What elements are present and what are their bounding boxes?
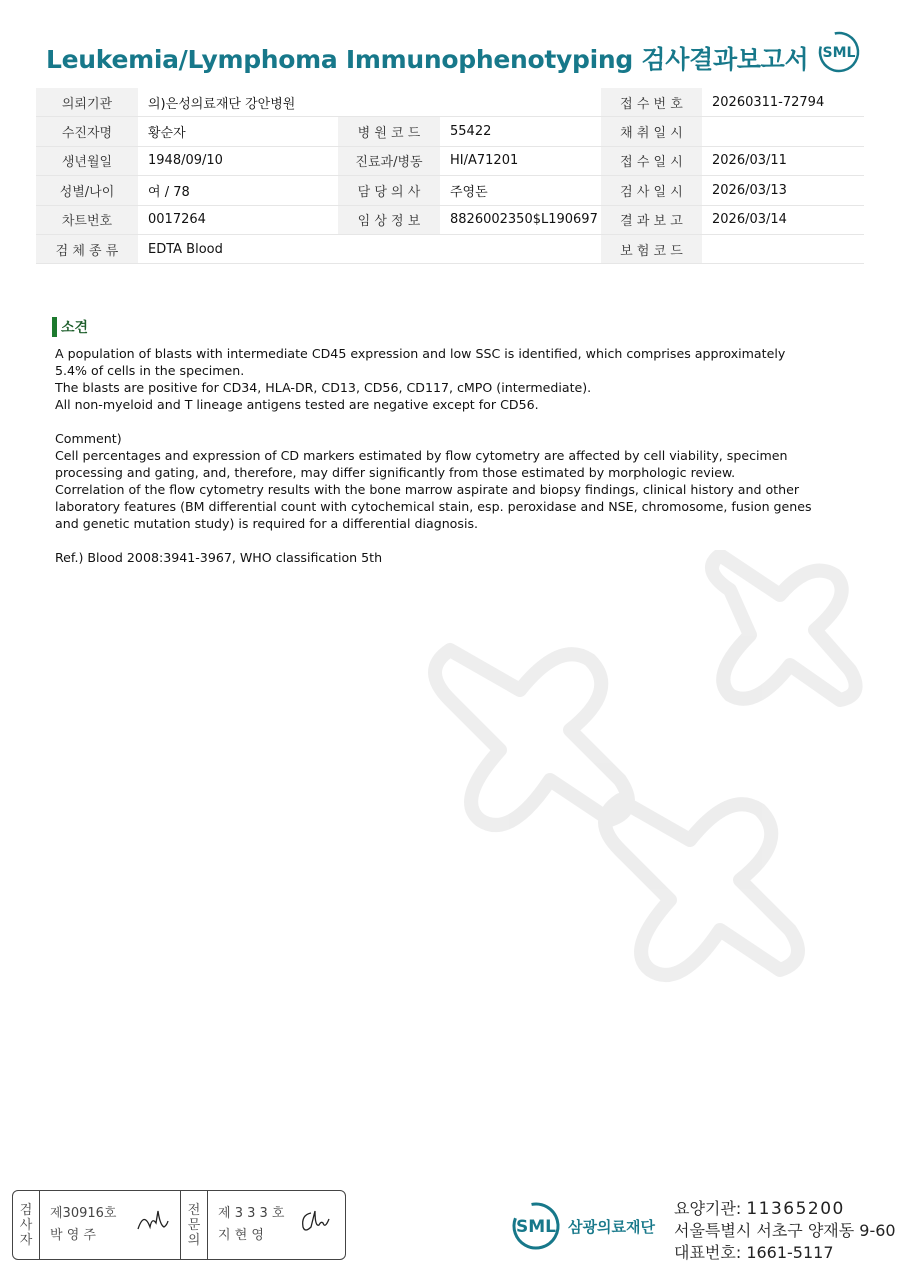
info-label: 진료과/병동	[338, 146, 440, 175]
info-value	[702, 234, 864, 263]
info-label: 보 험 코 드	[601, 234, 702, 263]
info-value: 의)은성의료재단 강안병원	[138, 88, 338, 117]
tester-name: 박 영 주	[50, 1228, 96, 1243]
info-value: 1948/09/10	[138, 146, 338, 175]
info-label: 성별/나이	[36, 176, 138, 205]
footer-info: 요양기관: 11365200 서울특별시 서초구 양재동 9-60 대표번호: 1661-5117	[674, 1199, 896, 1262]
info-label: 병 원 코 드	[338, 117, 440, 146]
comment-paragraph: Comment) Cell percentages and expression of CD markers estimated by flow cytometry are affected by cell viability, specimen processing and gating, and, therefore, may differ significantly from those estimated by morphologic review. Correlation of the flow cytometry results with the bone marrow aspirate and biopsy findings, clinical history and other laboratory features (BM differential count with cytochemical stain, esp. peroxidase and NSE, chromosome, fusion genes and genetic mutation study) is required for a differential diagnosis.	[55, 431, 812, 531]
sml-logo	[816, 30, 862, 74]
info-value	[440, 88, 601, 117]
info-value	[440, 234, 601, 263]
info-label: 접 수 번 호	[601, 88, 702, 117]
info-label: 임 상 정 보	[338, 205, 440, 234]
info-row	[36, 117, 864, 146]
address: 서울특별시 서초구 양재동 9-60	[674, 1221, 896, 1240]
tester-signature	[136, 1207, 170, 1235]
info-value: 8826002350$L190697	[440, 205, 601, 234]
info-value: HI/A71201	[440, 146, 601, 175]
specialist-label: 전 문 의	[181, 1191, 208, 1259]
info-label	[338, 234, 440, 263]
patient-info-table	[36, 88, 864, 264]
info-value: EDTA Blood	[138, 234, 338, 263]
info-label: 수진자명	[36, 117, 138, 146]
watermark-graphic	[360, 550, 880, 1050]
findings-paragraph: A population of blasts with intermediate CD45 expression and low SSC is identified, which comprises approximately 5.4% of cells in the specimen. The blasts are positive for CD34, HLA-DR, CD13, CD56, CD117, cMPO (intermediate). All non-myeloid and T lineage antigens tested are negative except for CD56.	[55, 346, 786, 412]
info-label: 접 수 일 시	[601, 146, 702, 175]
info-value: 2026/03/14	[702, 205, 864, 234]
specialist-number: 제 3 3 3 호	[218, 1206, 285, 1221]
info-value: 20260311-72794	[702, 88, 864, 117]
specialist-info	[208, 1191, 345, 1259]
specialist-signature	[297, 1207, 335, 1237]
signature-box	[12, 1190, 346, 1260]
info-label: 채 취 일 시	[601, 117, 702, 146]
info-value: 55422	[440, 117, 601, 146]
info-label	[338, 88, 440, 117]
info-value: 2026/03/13	[702, 176, 864, 205]
info-row	[36, 146, 864, 175]
info-value	[702, 117, 864, 146]
phone-number: 1661-5117	[746, 1243, 834, 1262]
institution-code: 11365200	[746, 1199, 845, 1219]
info-label: 검 사 일 시	[601, 176, 702, 205]
info-label: 의뢰기관	[36, 88, 138, 117]
heading-bar	[52, 317, 57, 337]
info-label: 차트번호	[36, 205, 138, 234]
info-label: 검 체 종 류	[36, 234, 138, 263]
info-label: 결 과 보 고	[601, 205, 702, 234]
info-value: 0017264	[138, 205, 338, 234]
findings-heading: 소견	[52, 317, 88, 337]
footer-logo	[510, 1200, 655, 1252]
info-row	[36, 88, 864, 117]
org-name: 삼광의료재단	[568, 1217, 655, 1236]
report-title: Leukemia/Lymphoma Immunophenotyping 검사결과보고서	[46, 45, 809, 74]
info-value: 2026/03/11	[702, 146, 864, 175]
tester-number: 제30916호	[50, 1206, 117, 1221]
info-label: 생년월일	[36, 146, 138, 175]
info-label: 담 당 의 사	[338, 176, 440, 205]
specialist-name: 지 현 영	[218, 1228, 264, 1243]
findings-text	[55, 345, 845, 566]
tester-info	[40, 1191, 181, 1259]
svg-text:SML: SML	[822, 45, 856, 61]
sml-logo-footer	[510, 1200, 562, 1252]
info-row	[36, 234, 864, 263]
info-row	[36, 205, 864, 234]
svg-text:SML: SML	[516, 1217, 556, 1237]
tester-label: 검 사 자	[13, 1191, 40, 1259]
info-value: 여 / 78	[138, 176, 338, 205]
info-value: 주영돈	[440, 176, 601, 205]
info-row	[36, 176, 864, 205]
info-value: 황순자	[138, 117, 338, 146]
reference-line: Ref.) Blood 2008:3941-3967, WHO classification 5th	[55, 550, 383, 565]
